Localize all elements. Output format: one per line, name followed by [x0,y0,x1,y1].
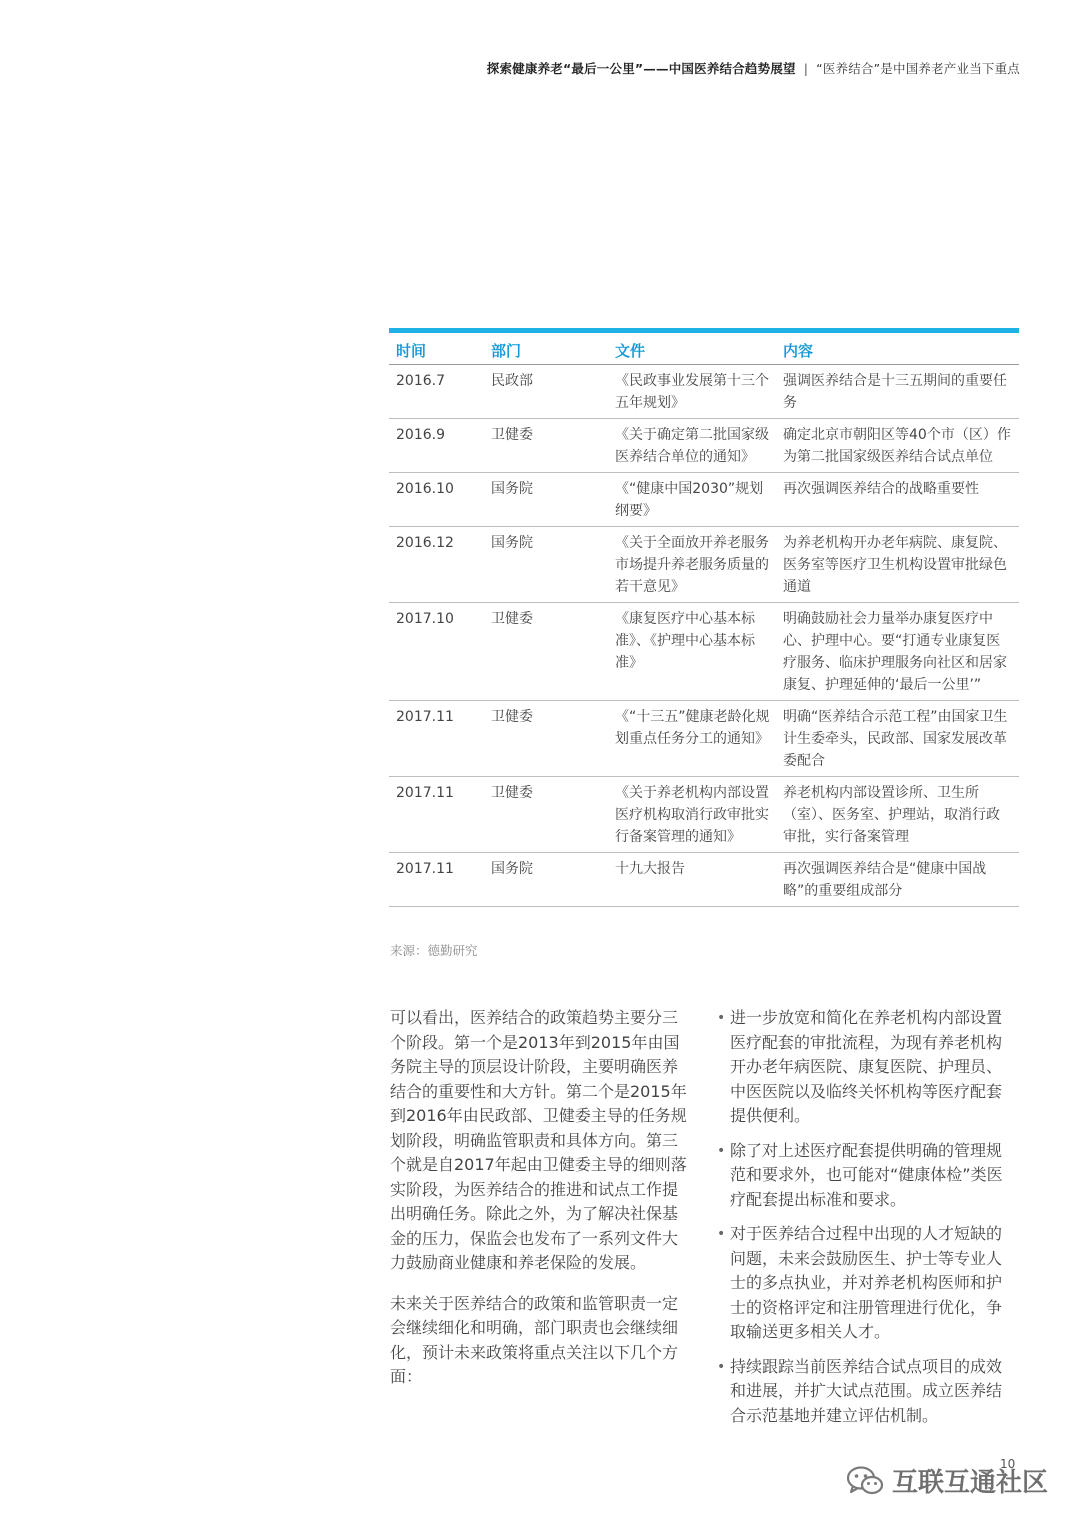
cell-department: 卫健委 [484,777,608,853]
cell-document: 《康复医疗中心基本标准》、《护理中心基本标准》 [608,603,776,701]
table-row [389,777,1019,853]
cell-document: 《关于确定第二批国家级医养结合单位的通知》 [608,419,776,473]
column-header-time: 时间 [389,331,484,365]
bullet-item [715,1222,1010,1345]
policy-table [389,328,1019,907]
header-section: “医养结合”是中国养老产业当下重点 [816,61,1020,76]
cell-content: 为养老机构开办老年病院、康复院、医务室等医疗卫生机构设置审批绿色通道 [776,527,1019,603]
header-separator: | [803,61,809,76]
wechat-icon [846,1465,884,1497]
column-header-department: 部门 [484,331,608,365]
column-header-document: 文件 [608,331,776,365]
bullet-item [715,1006,1010,1129]
cell-content: 再次强调医养结合的战略重要性 [776,473,1019,527]
cell-department: 卫健委 [484,603,608,701]
bullet-item [715,1355,1010,1429]
cell-document: 十九大报告 [608,853,776,907]
cell-time: 2017.11 [389,777,484,853]
cell-document: 《关于养老机构内部设置医疗机构取消行政审批实行备案管理的通知》 [608,777,776,853]
cell-content: 确定北京市朝阳区等40个市（区）作为第二批国家级医养结合试点单位 [776,419,1019,473]
body-paragraph: 可以看出，医养结合的政策趋势主要分三个阶段。第一个是2013年到2015年由国务院主导的顶层设计阶段，主要明确医养结合的重要性和大方针。第二个是2015年到2016年由民政部、卫健委主导的任务规划阶段，明确监管职责和具体方向。第三个就是自2017年起由卫健委主导的细则落实阶段，为医养结合的推进和试点工作提出明确任务。除此之外，为了解决社保基金的压力，保监会也发布了一系列文件大力鼓励商业健康和养老保险的发展。 [390,1008,687,1272]
cell-document: 《民政事业发展第十三个五年规划》 [608,365,776,419]
cell-document: 《“健康中国2030”规划纲要》 [608,473,776,527]
body-left-column [390,1006,690,1406]
table-row [389,365,1019,419]
bullet-marker: • [717,1142,726,1159]
cell-department: 国务院 [484,853,608,907]
cell-content: 明确鼓励社会力量举办康复医疗中心、护理中心。要“打通专业康复医疗服务、临床护理服务向社区和居家康复、护理延伸的‘最后一公里’” [776,603,1019,701]
running-header [487,59,1020,77]
bullet-text: 除了对上述医疗配套提供明确的管理规范和要求外，也可能对“健康体检”类医疗配套提出标准和要求。 [730,1140,1003,1209]
bullet-text: 对于医养结合过程中出现的人才短缺的问题，未来会鼓励医生、护士等专业人士的多点执业，并对养老机构医师和护士的资格评定和注册管理进行优化，争取输送更多相关人才。 [730,1224,1003,1341]
table-row [389,603,1019,701]
cell-time: 2017.10 [389,603,484,701]
bullet-text: 持续跟踪当前医养结合试点项目的成效和进展，并扩大试点范围。成立医养结合示范基地并建立评估机制。 [730,1356,1003,1425]
header-title: 探索健康养老“最后一公里”——中国医养结合趋势展望 [486,61,796,76]
column-header-content: 内容 [776,331,1019,365]
cell-department: 国务院 [484,473,608,527]
cell-department: 卫健委 [484,419,608,473]
bullet-marker: • [717,1358,726,1375]
table-row [389,853,1019,907]
cell-time: 2017.11 [389,853,484,907]
bullet-item [715,1139,1010,1213]
table-source-note: 来源：德勤研究 [390,943,478,958]
bullet-marker: • [717,1226,726,1242]
watermark-text: 互联互通社区 [892,1468,1049,1498]
cell-content: 养老机构内部设置诊所、卫生所（室）、医务室、护理站，取消行政审批，实行备案管理 [776,777,1019,853]
body-right-column [715,1006,1010,1438]
body-paragraph: 未来关于医养结合的政策和监管职责一定会继续细化和明确，部门职责也会继续细化，预计未来政策将重点关注以下几个方面： [390,1293,679,1386]
bullet-text: 进一步放宽和简化在养老机构内部设置医疗配套的审批流程，为现有养老机构开办老年病医院、康复医院、护理员、中医医院以及临终关怀机构等医疗配套提供便利。 [730,1008,1003,1125]
cell-department: 民政部 [484,365,608,419]
table-row [389,473,1019,527]
table-header-row [389,331,1019,365]
cell-department: 国务院 [484,527,608,603]
cell-document: 《“十三五”健康老龄化规划重点任务分工的通知》 [608,701,776,777]
table-row [389,701,1019,777]
cell-content: 再次强调医养结合是“健康中国战略”的重要组成部分 [776,853,1019,907]
cell-department: 卫健委 [484,701,608,777]
table-row [389,527,1019,603]
watermark [846,1462,1048,1499]
cell-document: 《关于全面放开养老服务市场提升养老服务质量的若干意见》 [608,527,776,603]
bullet-marker: • [717,1010,726,1026]
cell-time: 2016.12 [389,527,484,603]
cell-time: 2016.10 [389,473,484,527]
page-number: 10 [1000,1457,1016,1471]
cell-content: 明确“医养结合示范工程”由国家卫生计生委牵头，民政部、国家发展改革委配合 [776,701,1019,777]
table-row [389,419,1019,473]
cell-time: 2016.7 [389,365,484,419]
cell-time: 2016.9 [389,419,484,473]
cell-time: 2017.11 [389,701,484,777]
cell-content: 强调医养结合是十三五期间的重要任务 [776,365,1019,419]
